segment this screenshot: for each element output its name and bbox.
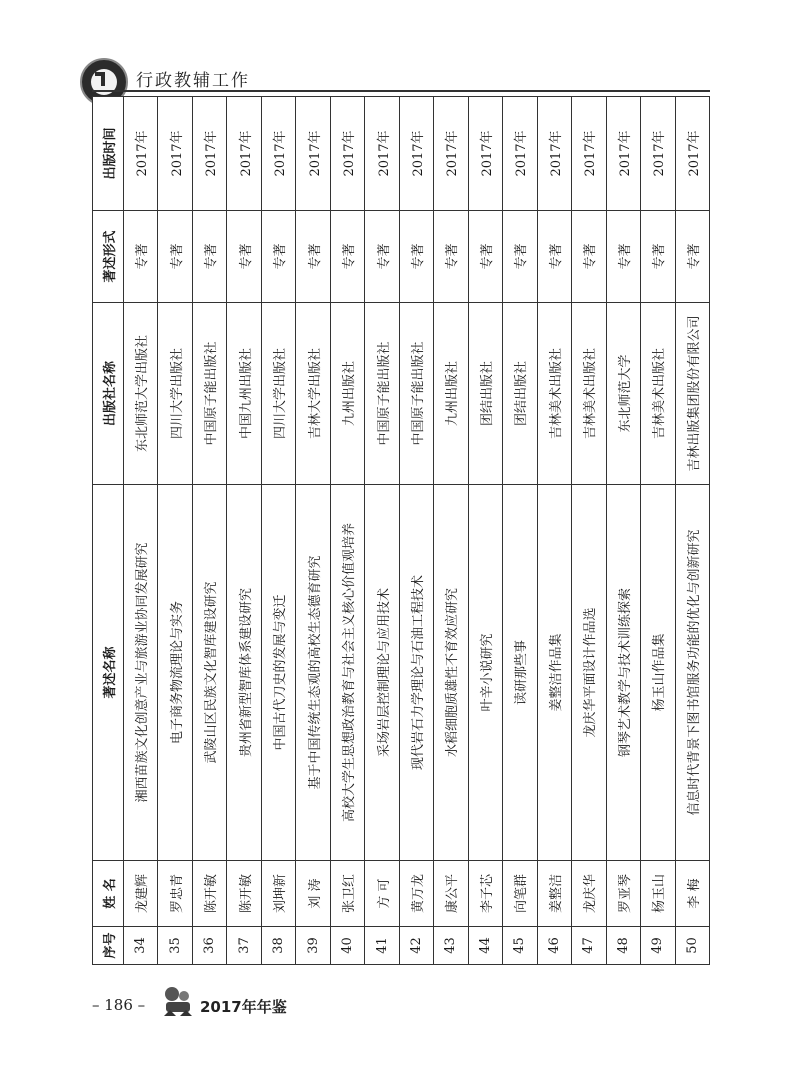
publisher-cell: 中国原子能出版社 xyxy=(365,303,399,485)
serial-number-cell: 46 xyxy=(537,927,571,965)
work-form-cell: 专著 xyxy=(572,211,606,303)
table-row xyxy=(537,97,571,965)
serial-number-cell: 44 xyxy=(468,927,502,965)
serial-number-cell: 35 xyxy=(158,927,192,965)
table-row xyxy=(675,97,710,965)
publish-date-cell: 2017年 xyxy=(606,97,640,211)
work-form-cell: 专著 xyxy=(261,211,295,303)
table-row xyxy=(468,97,502,965)
work-form-cell: 专著 xyxy=(330,211,364,303)
table-row xyxy=(227,97,261,965)
publisher-cell: 吉林美术出版社 xyxy=(641,303,675,485)
work-form-cell: 专著 xyxy=(641,211,675,303)
table-header-row xyxy=(93,97,124,965)
publisher-cell: 中国九州出版社 xyxy=(227,303,261,485)
serial-number-cell: 39 xyxy=(296,927,330,965)
author-name-cell: 向笔群 xyxy=(503,861,537,927)
work-form-cell: 专著 xyxy=(675,211,710,303)
publisher-cell: 四川大学出版社 xyxy=(261,303,295,485)
publisher-cell: 中国原子能出版社 xyxy=(192,303,226,485)
author-name-cell: 李子芯 xyxy=(468,861,502,927)
work-form-cell: 专著 xyxy=(434,211,468,303)
serial-number-cell: 42 xyxy=(399,927,433,965)
publisher-cell: 吉林出版集团股份有限公司 xyxy=(675,303,710,485)
publisher-cell: 团结出版社 xyxy=(468,303,502,485)
publish-date-cell: 2017年 xyxy=(675,97,710,211)
author-name-cell: 张卫红 xyxy=(330,861,364,927)
author-name-cell: 陈开敏 xyxy=(227,861,261,927)
work-form-cell: 专著 xyxy=(158,211,192,303)
serial-number-cell: 36 xyxy=(192,927,226,965)
work-title-cell: 叶辛小说研究 xyxy=(468,485,502,861)
serial-number-cell: 34 xyxy=(124,927,158,965)
serial-number-cell: 50 xyxy=(675,927,710,965)
table-row xyxy=(124,97,158,965)
header-divider xyxy=(92,90,710,92)
work-form-cell: 专著 xyxy=(227,211,261,303)
author-name-cell: 姜整洁 xyxy=(537,861,571,927)
work-title-cell: 钢琴艺术教学与技术训练探索 xyxy=(606,485,640,861)
work-title-cell: 采场岩层控制理论与应用技术 xyxy=(365,485,399,861)
serial-number-cell: 49 xyxy=(641,927,675,965)
author-name-cell: 刘坤新 xyxy=(261,861,295,927)
work-form-cell: 专著 xyxy=(365,211,399,303)
publisher-cell: 吉林美术出版社 xyxy=(537,303,571,485)
serial-number-cell: 45 xyxy=(503,927,537,965)
work-title-cell: 杨玉山作品集 xyxy=(641,485,675,861)
table-row xyxy=(503,97,537,965)
publisher-cell: 九州出版社 xyxy=(330,303,364,485)
author-name-cell: 陈开敏 xyxy=(192,861,226,927)
work-title-cell: 高校大学生思想政治教育与社会主义核心价值观培养 xyxy=(330,485,364,861)
table-row xyxy=(641,97,675,965)
table-row xyxy=(606,97,640,965)
publish-date-cell: 2017年 xyxy=(192,97,226,211)
publisher-cell: 东北师范大学 xyxy=(606,303,640,485)
author-name-cell: 刘 涛 xyxy=(296,861,330,927)
publish-date-cell: 2017年 xyxy=(641,97,675,211)
work-form-cell: 专著 xyxy=(296,211,330,303)
author-name-cell: 康公平 xyxy=(434,861,468,927)
work-form-cell: 专著 xyxy=(606,211,640,303)
publications-table-container xyxy=(92,97,710,965)
work-title-cell: 姜整洁作品集 xyxy=(537,485,571,861)
mascot-icon xyxy=(160,984,196,1018)
header-publish-date: 出版时间 xyxy=(93,97,124,211)
publish-date-cell: 2017年 xyxy=(365,97,399,211)
author-name-cell: 罗亚琴 xyxy=(606,861,640,927)
author-name-cell: 方 可 xyxy=(365,861,399,927)
table-row xyxy=(330,97,364,965)
header-publisher: 出版社名称 xyxy=(93,303,124,485)
work-form-cell: 专著 xyxy=(192,211,226,303)
publish-date-cell: 2017年 xyxy=(330,97,364,211)
work-title-cell: 水稻细胞质雄性不育效应研究 xyxy=(434,485,468,861)
work-title-cell: 湘西苗族文化创意产业与旅游业协同发展研究 xyxy=(124,485,158,861)
serial-number-cell: 37 xyxy=(227,927,261,965)
yearbook-title: 2017年年鉴 xyxy=(200,998,287,1016)
publish-date-cell: 2017年 xyxy=(261,97,295,211)
publish-date-cell: 2017年 xyxy=(124,97,158,211)
author-name-cell: 黄万龙 xyxy=(399,861,433,927)
publish-date-cell: 2017年 xyxy=(537,97,571,211)
author-name-cell: 龙建辉 xyxy=(124,861,158,927)
author-name-cell: 罗忠青 xyxy=(158,861,192,927)
table-row xyxy=(572,97,606,965)
work-form-cell: 专著 xyxy=(468,211,502,303)
author-name-cell: 杨玉山 xyxy=(641,861,675,927)
table-row xyxy=(296,97,330,965)
table-row xyxy=(434,97,468,965)
publish-date-cell: 2017年 xyxy=(434,97,468,211)
header-author-name: 姓 名 xyxy=(93,861,124,927)
publisher-cell: 九州出版社 xyxy=(434,303,468,485)
publish-date-cell: 2017年 xyxy=(503,97,537,211)
publisher-cell: 四川大学出版社 xyxy=(158,303,192,485)
header-work-title: 著述名称 xyxy=(93,485,124,861)
table-row xyxy=(365,97,399,965)
publisher-cell: 吉林美术出版社 xyxy=(572,303,606,485)
serial-number-cell: 48 xyxy=(606,927,640,965)
serial-number-cell: 40 xyxy=(330,927,364,965)
work-form-cell: 专著 xyxy=(537,211,571,303)
publisher-cell: 东北师范大学出版社 xyxy=(124,303,158,485)
publish-date-cell: 2017年 xyxy=(227,97,261,211)
publisher-cell: 团结出版社 xyxy=(503,303,537,485)
page-number: – 186 – xyxy=(92,996,146,1014)
serial-number-cell: 38 xyxy=(261,927,295,965)
section-title: 行政教辅工作 xyxy=(136,71,250,91)
work-title-cell: 现代岩石力学理论与石油工程技术 xyxy=(399,485,433,861)
work-title-cell: 贵州省新型智库体系建设研究 xyxy=(227,485,261,861)
publish-date-cell: 2017年 xyxy=(158,97,192,211)
work-title-cell: 龙庆华平面设计作品选 xyxy=(572,485,606,861)
serial-number-cell: 43 xyxy=(434,927,468,965)
publisher-cell: 吉林大学出版社 xyxy=(296,303,330,485)
table-row xyxy=(192,97,226,965)
publish-date-cell: 2017年 xyxy=(296,97,330,211)
table-row xyxy=(261,97,295,965)
work-form-cell: 专著 xyxy=(399,211,433,303)
work-form-cell: 专著 xyxy=(124,211,158,303)
work-title-cell: 读研那些事 xyxy=(503,485,537,861)
publish-date-cell: 2017年 xyxy=(572,97,606,211)
work-title-cell: 电子商务物流理论与实务 xyxy=(158,485,192,861)
work-title-cell: 信息时代背景下图书馆服务功能的优化与创新研究 xyxy=(675,485,710,861)
publications-table xyxy=(92,96,710,965)
serial-number-cell: 41 xyxy=(365,927,399,965)
author-name-cell: 李 梅 xyxy=(675,861,710,927)
header-work-form: 著述形式 xyxy=(93,211,124,303)
work-title-cell: 中国古代刀史的发展与变迁 xyxy=(261,485,295,861)
publish-date-cell: 2017年 xyxy=(468,97,502,211)
table-row xyxy=(399,97,433,965)
table-row xyxy=(158,97,192,965)
serial-number-cell: 47 xyxy=(572,927,606,965)
work-form-cell: 专著 xyxy=(503,211,537,303)
work-title-cell: 武陵山区民族文化智库建设研究 xyxy=(192,485,226,861)
author-name-cell: 龙庆华 xyxy=(572,861,606,927)
publish-date-cell: 2017年 xyxy=(399,97,433,211)
work-title-cell: 基于中国传统生态观的高校生态德育研究 xyxy=(296,485,330,861)
header-serial-number: 序号 xyxy=(93,927,124,965)
publisher-cell: 中国原子能出版社 xyxy=(399,303,433,485)
